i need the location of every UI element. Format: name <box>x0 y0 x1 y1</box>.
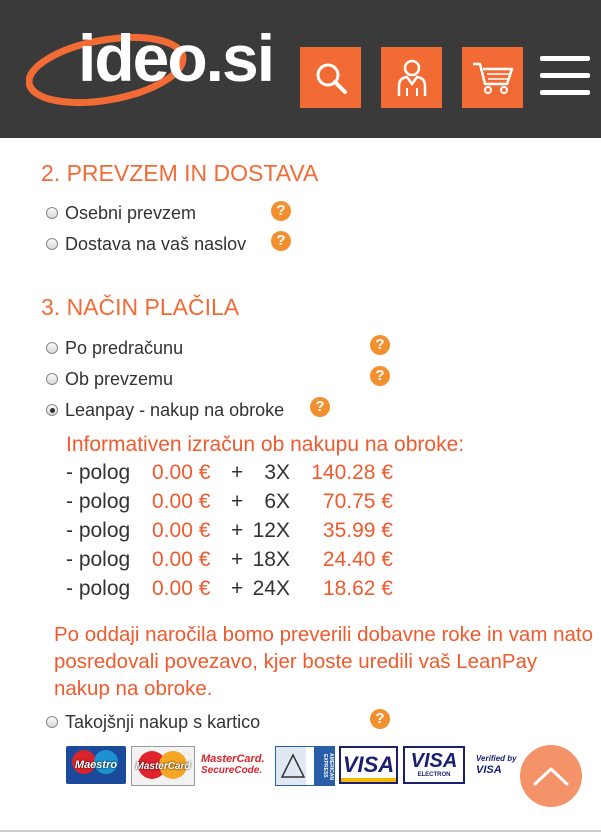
installment-calc-title: Informativen izračun ob nakupu na obroke: <box>66 433 465 456</box>
help-icon[interactable]: ? <box>370 335 390 355</box>
payment-option-card[interactable] <box>46 711 260 733</box>
radio-button-checked[interactable] <box>46 404 58 416</box>
installment-amount: 18.62 € <box>322 577 393 600</box>
installment-count: 24X <box>252 577 290 600</box>
account-button[interactable] <box>381 47 442 108</box>
deposit-value: 0.00 € <box>152 490 211 513</box>
plus-sign: + <box>231 490 244 513</box>
securecode-text-1: MasterCard. <box>201 753 265 765</box>
deposit-value: 0.00 € <box>152 577 211 600</box>
radio-button[interactable] <box>46 342 58 354</box>
installment-count: 12X <box>252 519 290 542</box>
site-logo[interactable] <box>26 21 274 112</box>
search-button[interactable] <box>300 47 361 108</box>
verified-by-visa-logo <box>476 746 522 784</box>
amex-logo <box>275 746 335 786</box>
installment-count: 18X <box>252 548 290 571</box>
radio-button[interactable] <box>46 238 58 250</box>
help-icon[interactable]: ? <box>271 201 291 221</box>
mastercard-text: MasterCard <box>135 760 191 772</box>
radio-button[interactable] <box>46 207 58 219</box>
hamburger-menu-button[interactable] <box>540 56 590 96</box>
maestro-logo <box>66 746 126 784</box>
installment-amount: 35.99 € <box>322 519 393 542</box>
option-label: Ob prevzemu <box>65 368 174 389</box>
verified-text-2: VISA <box>476 764 502 776</box>
deposit-value: 0.00 € <box>152 519 211 542</box>
electron-text: ELECTRON <box>417 772 451 778</box>
plus-sign: + <box>231 461 244 484</box>
scroll-to-top-button[interactable] <box>520 745 582 807</box>
mastercard-logo <box>131 746 195 786</box>
securecode-text-2: SecureCode. <box>201 765 263 776</box>
verified-text-1: Verified by <box>476 754 517 763</box>
plus-sign: + <box>231 577 244 600</box>
help-icon[interactable]: ? <box>271 231 291 251</box>
payment-option-proforma[interactable] <box>46 337 183 359</box>
plus-sign: + <box>231 519 244 542</box>
deposit-label: - polog <box>66 519 131 542</box>
maestro-text: Maestro <box>74 759 118 771</box>
option-label: Po predračunu <box>65 337 184 358</box>
visa-text: VISA <box>342 752 395 777</box>
user-icon <box>394 58 430 98</box>
visa-electron-text: VISA <box>410 750 458 772</box>
deposit-label: - polog <box>66 461 131 484</box>
installment-count: 3X <box>264 461 290 484</box>
help-icon[interactable]: ? <box>370 709 390 729</box>
payment-option-on-delivery[interactable] <box>46 368 173 390</box>
search-icon <box>313 60 349 96</box>
delivery-option-pickup[interactable] <box>46 202 196 224</box>
delivery-option-address[interactable] <box>46 233 246 255</box>
installment-amount: 24.40 € <box>322 548 393 571</box>
menu-bar <box>540 73 590 78</box>
visa-electron-logo <box>403 746 465 784</box>
option-label: Osebni prevzem <box>65 202 197 223</box>
deposit-value: 0.00 € <box>152 461 211 484</box>
installment-amount: 140.28 € <box>311 461 393 484</box>
deposit-label: - polog <box>66 577 131 600</box>
amex-centurion-icon <box>278 751 308 781</box>
plus-sign: + <box>231 548 244 571</box>
option-label: Dostava na vaš naslov <box>65 233 247 254</box>
radio-button[interactable] <box>46 373 58 385</box>
site-header <box>0 0 601 138</box>
deposit-value: 0.00 € <box>152 548 211 571</box>
deposit-label: - polog <box>66 548 131 571</box>
option-label: Takojšnji nakup s kartico <box>65 711 261 732</box>
help-icon[interactable]: ? <box>370 366 390 386</box>
mastercard-securecode-logo <box>201 746 267 784</box>
installment-count: 6X <box>264 490 290 513</box>
leanpay-notice: Po oddaji naročila bomo preverili dobavne roke in vam nato posredovali povezavo, kjer boste uredili vaš LeanPay nakup na obroke. <box>54 623 594 700</box>
visa-logo <box>339 746 398 784</box>
cart-button[interactable] <box>462 47 523 108</box>
amex-text: AMERICAN EXPRESS <box>314 747 334 785</box>
delivery-section-title: 2. PREVZEM IN DOSTAVA <box>41 160 319 186</box>
chevron-up-icon <box>533 766 569 786</box>
logo-text: ideo.si <box>78 21 274 95</box>
menu-bar <box>540 56 590 61</box>
installment-amount: 70.75 € <box>322 490 393 513</box>
radio-button[interactable] <box>46 716 58 728</box>
deposit-label: - polog <box>66 490 131 513</box>
menu-bar <box>540 90 590 95</box>
payment-option-leanpay[interactable] <box>46 399 284 421</box>
help-icon[interactable]: ? <box>310 397 330 417</box>
cart-icon <box>471 60 515 96</box>
payment-section-title: 3. NAČIN PLAČILA <box>41 294 240 320</box>
option-label: Leanpay - nakup na obroke <box>65 399 285 420</box>
